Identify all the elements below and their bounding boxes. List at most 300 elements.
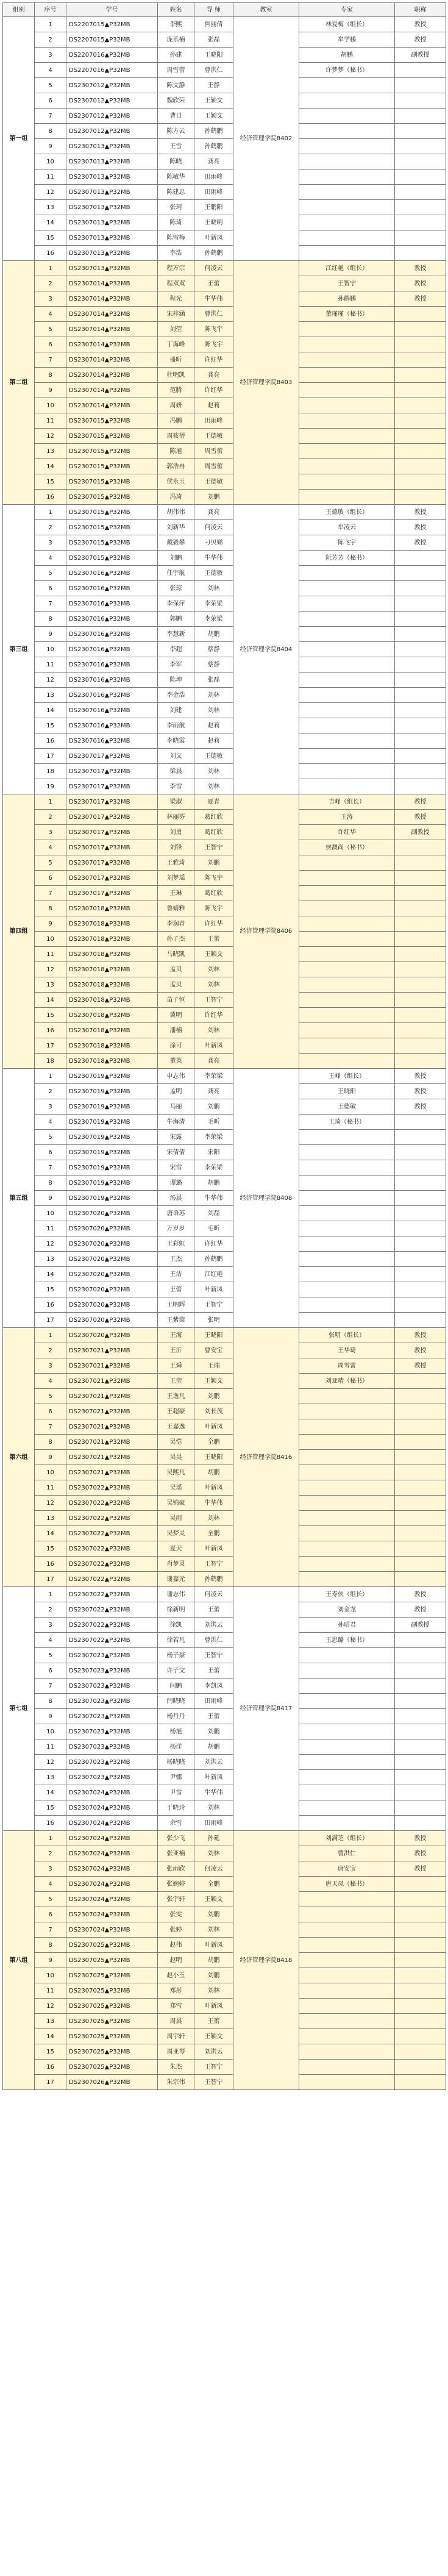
title-cell (395, 1282, 446, 1297)
title-cell (395, 2029, 446, 2044)
student-name-cell: 唐语苏 (158, 1206, 194, 1221)
expert-cell: 张明（组长） (299, 1328, 395, 1343)
expert-cell (299, 1724, 395, 1739)
advisor-cell: 王鹏阳 (194, 200, 233, 215)
table-row (3, 63, 446, 78)
expert-cell: 许梦梦（秘书） (299, 63, 395, 78)
expert-cell (299, 78, 395, 93)
advisor-cell: 何凌云 (194, 261, 233, 276)
title-cell (395, 932, 446, 947)
title-cell: 副教授 (395, 825, 446, 840)
expert-cell: 牟凌云 (299, 520, 395, 535)
title-cell (395, 93, 446, 109)
advisor-cell: 全鹏 (194, 1526, 233, 1541)
student-id-cell: DS2307013▲P32MB (66, 200, 158, 215)
seq-cell: 6 (35, 1404, 66, 1419)
student-name-cell: 刘新华 (158, 520, 194, 535)
expert-cell (299, 413, 395, 429)
table-row (3, 1557, 446, 1572)
table-row (3, 1419, 446, 1435)
expert-cell (299, 337, 395, 352)
student-name-cell: 杨晓晓 (158, 1755, 194, 1770)
table-row (3, 1800, 446, 1816)
table-row (3, 1450, 446, 1465)
title-cell (395, 1679, 446, 1694)
advisor-cell: 龚亮 (194, 505, 233, 520)
student-name-cell: 吴瑶 (158, 1480, 194, 1496)
student-id-cell: DS2307019▲P32MB (66, 1130, 158, 1145)
student-name-cell: 王海 (158, 1328, 194, 1343)
student-name-cell: 申志伟 (158, 1069, 194, 1084)
title-cell (395, 230, 446, 246)
student-name-cell: 王杰 (158, 1252, 194, 1267)
title-cell (395, 1496, 446, 1511)
student-id-cell: DS2307021▲P32MB (66, 1389, 158, 1404)
table-row (3, 398, 446, 413)
seq-cell: 8 (35, 1435, 66, 1450)
expert-cell (299, 1739, 395, 1755)
student-id-cell: DS2307014▲P32MB (66, 383, 158, 398)
expert-cell (299, 1694, 395, 1709)
advisor-cell: 蔡静 (194, 657, 233, 673)
seq-cell: 12 (35, 1236, 66, 1252)
student-name-cell: 魏欣荣 (158, 93, 194, 109)
table-row (3, 810, 446, 825)
expert-cell (299, 1252, 395, 1267)
expert-cell: 王德敏 (299, 1099, 395, 1115)
table-row (3, 1115, 446, 1130)
student-name-cell: 戴毅攀 (158, 535, 194, 551)
expert-cell (299, 657, 395, 673)
seq-cell: 12 (35, 962, 66, 977)
advisor-cell: 刘洪云 (194, 2044, 233, 2060)
student-id-cell: DS2307023▲P32MB (66, 1770, 158, 1785)
table-row (3, 139, 446, 154)
seq-cell: 13 (35, 688, 66, 703)
expert-cell (299, 642, 395, 657)
table-row (3, 109, 446, 124)
advisor-cell: 叶新凤 (194, 1038, 233, 1054)
advisor-cell: 王颖文 (194, 2029, 233, 2044)
advisor-cell: 牛华伟 (194, 1191, 233, 1206)
table-row (3, 1968, 446, 1983)
student-id-cell: DS2307024▲P32MB (66, 1800, 158, 1816)
title-cell (395, 947, 446, 962)
seq-cell: 4 (35, 551, 66, 566)
advisor-cell: 牛华伟 (194, 1496, 233, 1511)
expert-cell (299, 1191, 395, 1206)
expert-cell: 孙昭君 (299, 1618, 395, 1633)
student-id-cell: DS2307020▲P32MB (66, 1267, 158, 1282)
student-id-cell: DS2307018▲P32MB (66, 993, 158, 1008)
student-id-cell: DS2307017▲P32MB (66, 810, 158, 825)
table-row (3, 947, 446, 962)
title-cell (395, 1557, 446, 1572)
advisor-cell: 刘林 (194, 703, 233, 718)
seq-cell: 2 (35, 1846, 66, 1861)
title-cell (395, 109, 446, 124)
student-id-cell: DS2307023▲P32MB (66, 1694, 158, 1709)
seq-cell: 13 (35, 2014, 66, 2029)
student-name-cell: 朱宗伟 (158, 2075, 194, 2090)
student-name-cell: 吴雨 (158, 1511, 194, 1526)
seq-cell: 13 (35, 200, 66, 215)
seq-cell: 5 (35, 1892, 66, 1907)
title-cell (395, 749, 446, 764)
title-cell (395, 1572, 446, 1587)
title-cell (395, 459, 446, 474)
table-row (3, 169, 446, 185)
column-header: 序号 (35, 3, 66, 17)
advisor-cell: 李荣梁 (194, 596, 233, 612)
title-cell (395, 1709, 446, 1724)
table-row (3, 1297, 446, 1313)
title-cell (395, 1816, 446, 1831)
expert-cell (299, 1160, 395, 1176)
seq-cell: 7 (35, 886, 66, 901)
advisor-cell: 焦丽倩 (194, 17, 233, 32)
seq-cell: 13 (35, 1252, 66, 1267)
seq-cell: 9 (35, 1953, 66, 1968)
title-cell: 教授 (395, 1861, 446, 1877)
table-row (3, 1282, 446, 1297)
student-name-cell: 陈方云 (158, 124, 194, 139)
table-row (3, 673, 446, 688)
seq-cell: 15 (35, 230, 66, 246)
student-id-cell: DS2307017▲P32MB (66, 764, 158, 779)
title-cell (395, 673, 446, 688)
advisor-cell: 许红华 (194, 383, 233, 398)
seq-cell: 4 (35, 1374, 66, 1389)
title-cell (395, 703, 446, 718)
table-row (3, 1663, 446, 1679)
seq-cell: 11 (35, 947, 66, 962)
student-name-cell: 刘鹏 (158, 551, 194, 566)
title-cell (395, 1999, 446, 2014)
student-name-cell: 郭浩冉 (158, 459, 194, 474)
student-name-cell: 张雯 (158, 1907, 194, 1922)
advisor-cell: 蔡静 (194, 642, 233, 657)
student-name-cell: 许子文 (158, 1663, 194, 1679)
advisor-cell: 李荣梁 (194, 1069, 233, 1084)
student-name-cell: 吴熙凡 (158, 1465, 194, 1480)
student-name-cell: 程万宗 (158, 261, 194, 276)
student-name-cell: 陈雪梅 (158, 230, 194, 246)
table-body (3, 17, 446, 2090)
seq-cell: 17 (35, 749, 66, 764)
student-id-cell: DS2307013▲P32MB (66, 261, 158, 276)
student-name-cell: 林丽芬 (158, 810, 194, 825)
student-name-cell: 冀明 (158, 1008, 194, 1023)
table-row (3, 200, 446, 215)
title-cell (395, 718, 446, 733)
title-cell: 教授 (395, 535, 446, 551)
expert-cell (299, 246, 395, 261)
classroom-cell: 经济管理学院8408 (233, 1069, 299, 1328)
table-row (3, 1526, 446, 1541)
expert-cell: 侯澳尚（秘书） (299, 840, 395, 855)
seq-cell: 12 (35, 673, 66, 688)
student-name-cell: 孟贝 (158, 962, 194, 977)
student-name-cell: 曹日 (158, 109, 194, 124)
expert-cell (299, 733, 395, 749)
expert-cell: 王琦（秘书） (299, 1115, 395, 1130)
expert-cell (299, 993, 395, 1008)
title-cell (395, 337, 446, 352)
student-id-cell: DS2307017▲P32MB (66, 779, 158, 794)
advisor-cell: 何凌云 (194, 1861, 233, 1877)
table-row (3, 1465, 446, 1480)
student-name-cell: 王嘉逸 (158, 1419, 194, 1435)
table-row (3, 1328, 446, 1343)
seq-cell: 16 (35, 246, 66, 261)
advisor-cell: 刘鹏 (194, 1907, 233, 1922)
table-row (3, 1618, 446, 1633)
student-name-cell: 刘文 (158, 749, 194, 764)
student-name-cell: 张少飞 (158, 1831, 194, 1846)
expert-cell (299, 1755, 395, 1770)
student-name-cell: 任宇航 (158, 566, 194, 581)
expert-cell: 唐天凤（秘书） (299, 1877, 395, 1892)
header-row (3, 3, 446, 17)
student-name-cell: 张亚楠 (158, 1846, 194, 1861)
seq-cell: 9 (35, 916, 66, 932)
student-name-cell: 宋雪 (158, 1160, 194, 1176)
seq-cell: 6 (35, 1145, 66, 1160)
title-cell: 教授 (395, 1358, 446, 1374)
seq-cell: 10 (35, 154, 66, 169)
table-row (3, 1252, 446, 1267)
seq-cell: 6 (35, 93, 66, 109)
seq-cell: 4 (35, 1877, 66, 1892)
advisor-cell: 刘林 (194, 581, 233, 596)
title-cell (395, 1267, 446, 1282)
student-id-cell: DS2307018▲P32MB (66, 932, 158, 947)
advisor-cell: 刁贝娣 (194, 535, 233, 551)
student-name-cell: 王雅琦 (158, 855, 194, 871)
student-name-cell: 周筱蓓 (158, 429, 194, 444)
seq-cell: 10 (35, 1724, 66, 1739)
title-cell (395, 1008, 446, 1023)
student-name-cell: 李浩 (158, 246, 194, 261)
student-id-cell: DS2307022▲P32MB (66, 1618, 158, 1633)
title-cell (395, 977, 446, 993)
group-name-cell: 第二组 (3, 261, 35, 505)
table-row (3, 993, 446, 1008)
seq-cell: 14 (35, 1526, 66, 1541)
expert-cell (299, 1023, 395, 1038)
student-name-cell: 张婷 (158, 1922, 194, 1938)
seq-cell: 10 (35, 1465, 66, 1480)
expert-cell: 阮芳芳（秘书） (299, 551, 395, 566)
advisor-cell: 刘洪云 (194, 1755, 233, 1770)
title-cell (395, 154, 446, 169)
seq-cell: 3 (35, 291, 66, 307)
expert-cell (299, 703, 395, 718)
advisor-cell: 赵莉 (194, 733, 233, 749)
expert-cell (299, 124, 395, 139)
advisor-cell: 胡鹏 (194, 627, 233, 642)
seq-cell: 1 (35, 261, 66, 276)
expert-cell: 刘亚晴（秘书） (299, 1374, 395, 1389)
seq-cell: 17 (35, 1038, 66, 1054)
student-name-cell: 赵伟 (158, 1938, 194, 1953)
seq-cell: 6 (35, 1663, 66, 1679)
table-row (3, 1267, 446, 1282)
expert-cell (299, 1511, 395, 1526)
student-name-cell: 王洁 (158, 1267, 194, 1282)
group-name-cell: 第七组 (3, 1587, 35, 1831)
seq-cell: 16 (35, 1023, 66, 1038)
title-cell (395, 764, 446, 779)
expert-cell (299, 1389, 395, 1404)
expert-cell: 江红艳（组长） (299, 261, 395, 276)
student-name-cell: 宋梓涵 (158, 307, 194, 322)
student-id-cell: DS2307021▲P32MB (66, 1419, 158, 1435)
student-id-cell: DS2307016▲P32MB (66, 688, 158, 703)
advisor-cell: 曹安宝 (194, 1343, 233, 1358)
advisor-cell: 王晓阳 (194, 48, 233, 63)
seq-cell: 9 (35, 139, 66, 154)
column-header: 姓名 (158, 3, 194, 17)
advisor-cell: 刘林 (194, 1846, 233, 1861)
title-cell (395, 1450, 446, 1465)
table-row (3, 764, 446, 779)
student-name-cell: 汤晨 (158, 1191, 194, 1206)
expert-cell (299, 1130, 395, 1145)
group-name-cell: 第四组 (3, 794, 35, 1069)
table-row (3, 901, 446, 916)
table-row (3, 627, 446, 642)
expert-cell (299, 1435, 395, 1450)
student-id-cell: DS2307019▲P32MB (66, 1099, 158, 1115)
expert-cell (299, 1465, 395, 1480)
table-row (3, 215, 446, 230)
student-name-cell: 陈建忠 (158, 185, 194, 200)
expert-cell: 王峰（组长） (299, 1069, 395, 1084)
student-id-cell: DS2307017▲P32MB (66, 825, 158, 840)
title-cell: 教授 (395, 810, 446, 825)
classroom-cell: 经济管理学院8417 (233, 1587, 299, 1831)
expert-cell (299, 627, 395, 642)
student-name-cell: 杜明凯 (158, 368, 194, 383)
table-row (3, 1892, 446, 1907)
student-name-cell: 郑彤 (158, 1983, 194, 1999)
student-id-cell: DS2307016▲P32MB (66, 642, 158, 657)
student-id-cell: DS2307015▲P32MB (66, 490, 158, 505)
student-name-cell: 张珂 (158, 200, 194, 215)
advisor-cell: 王智宁 (194, 2075, 233, 2090)
student-name-cell: 马丽 (158, 1099, 194, 1115)
student-name-cell: 程光 (158, 291, 194, 307)
seq-cell: 10 (35, 1206, 66, 1221)
seq-cell: 7 (35, 596, 66, 612)
expert-cell (299, 1526, 395, 1541)
advisor-cell: 张明 (194, 1313, 233, 1328)
table-row (3, 855, 446, 871)
table-row (3, 825, 446, 840)
table-row (3, 2060, 446, 2075)
student-id-cell: DS2307014▲P32MB (66, 398, 158, 413)
seq-cell: 8 (35, 124, 66, 139)
title-cell (395, 383, 446, 398)
student-id-cell: DS2307019▲P32MB (66, 1160, 158, 1176)
title-cell: 教授 (395, 1343, 446, 1358)
advisor-cell: 毛昕 (194, 1221, 233, 1236)
student-id-cell: DS2207015▲P32MB (66, 17, 158, 32)
advisor-cell: 许红华 (194, 1236, 233, 1252)
advisor-cell: 刘林 (194, 962, 233, 977)
column-header: 组别 (3, 3, 35, 17)
table-row (3, 840, 446, 855)
student-id-cell: DS2307013▲P32MB (66, 246, 158, 261)
title-cell (395, 871, 446, 886)
student-id-cell: DS2307023▲P32MB (66, 1739, 158, 1755)
expert-cell: 王智宁 (299, 276, 395, 291)
expert-cell (299, 1922, 395, 1938)
title-cell (395, 185, 446, 200)
student-id-cell: DS2307025▲P32MB (66, 1983, 158, 1999)
table-row (3, 1785, 446, 1800)
title-cell (395, 63, 446, 78)
student-id-cell: DS2307018▲P32MB (66, 1008, 158, 1023)
seq-cell: 14 (35, 993, 66, 1008)
expert-cell (299, 2044, 395, 2060)
advisor-cell: 叶新凤 (194, 1480, 233, 1496)
table-row (3, 444, 446, 459)
seq-cell: 1 (35, 794, 66, 810)
advisor-cell: 叶新凤 (194, 1770, 233, 1785)
table-row (3, 1999, 446, 2014)
table-row (3, 1953, 446, 1968)
student-name-cell: 肖梦灵 (158, 1557, 194, 1572)
student-name-cell: 孟贝 (158, 977, 194, 993)
student-name-cell: 王逸凡 (158, 1389, 194, 1404)
table-row (3, 1374, 446, 1389)
table-row (3, 1877, 446, 1892)
expert-cell (299, 1313, 395, 1328)
advisor-cell: 田雨峰 (194, 185, 233, 200)
expert-cell (299, 1968, 395, 1983)
table-row (3, 490, 446, 505)
table-row (3, 1008, 446, 1023)
advisor-cell: 王静 (194, 78, 233, 93)
title-cell (395, 779, 446, 794)
expert-cell: 牟学鹏 (299, 32, 395, 48)
expert-cell: 林爱梅（组长） (299, 17, 395, 32)
expert-cell (299, 1419, 395, 1435)
table-row (3, 246, 446, 261)
advisor-cell: 全鹏 (194, 1435, 233, 1450)
student-id-cell: DS2307023▲P32MB (66, 1724, 158, 1739)
expert-cell (299, 1983, 395, 1999)
advisor-cell: 叶新凤 (194, 1419, 233, 1435)
title-cell (395, 215, 446, 230)
expert-cell (299, 901, 395, 916)
defense-schedule-table (2, 2, 446, 2090)
student-id-cell: DS2307024▲P32MB (66, 1877, 158, 1892)
expert-cell (299, 383, 395, 398)
expert-cell (299, 2060, 395, 2075)
seq-cell: 8 (35, 901, 66, 916)
advisor-cell: 夏青 (194, 794, 233, 810)
student-id-cell: DS2307023▲P32MB (66, 1663, 158, 1679)
seq-cell: 2 (35, 1602, 66, 1618)
title-cell (395, 322, 446, 337)
student-name-cell: 范腾 (158, 383, 194, 398)
table-row (3, 322, 446, 337)
advisor-cell: 刘林 (194, 779, 233, 794)
